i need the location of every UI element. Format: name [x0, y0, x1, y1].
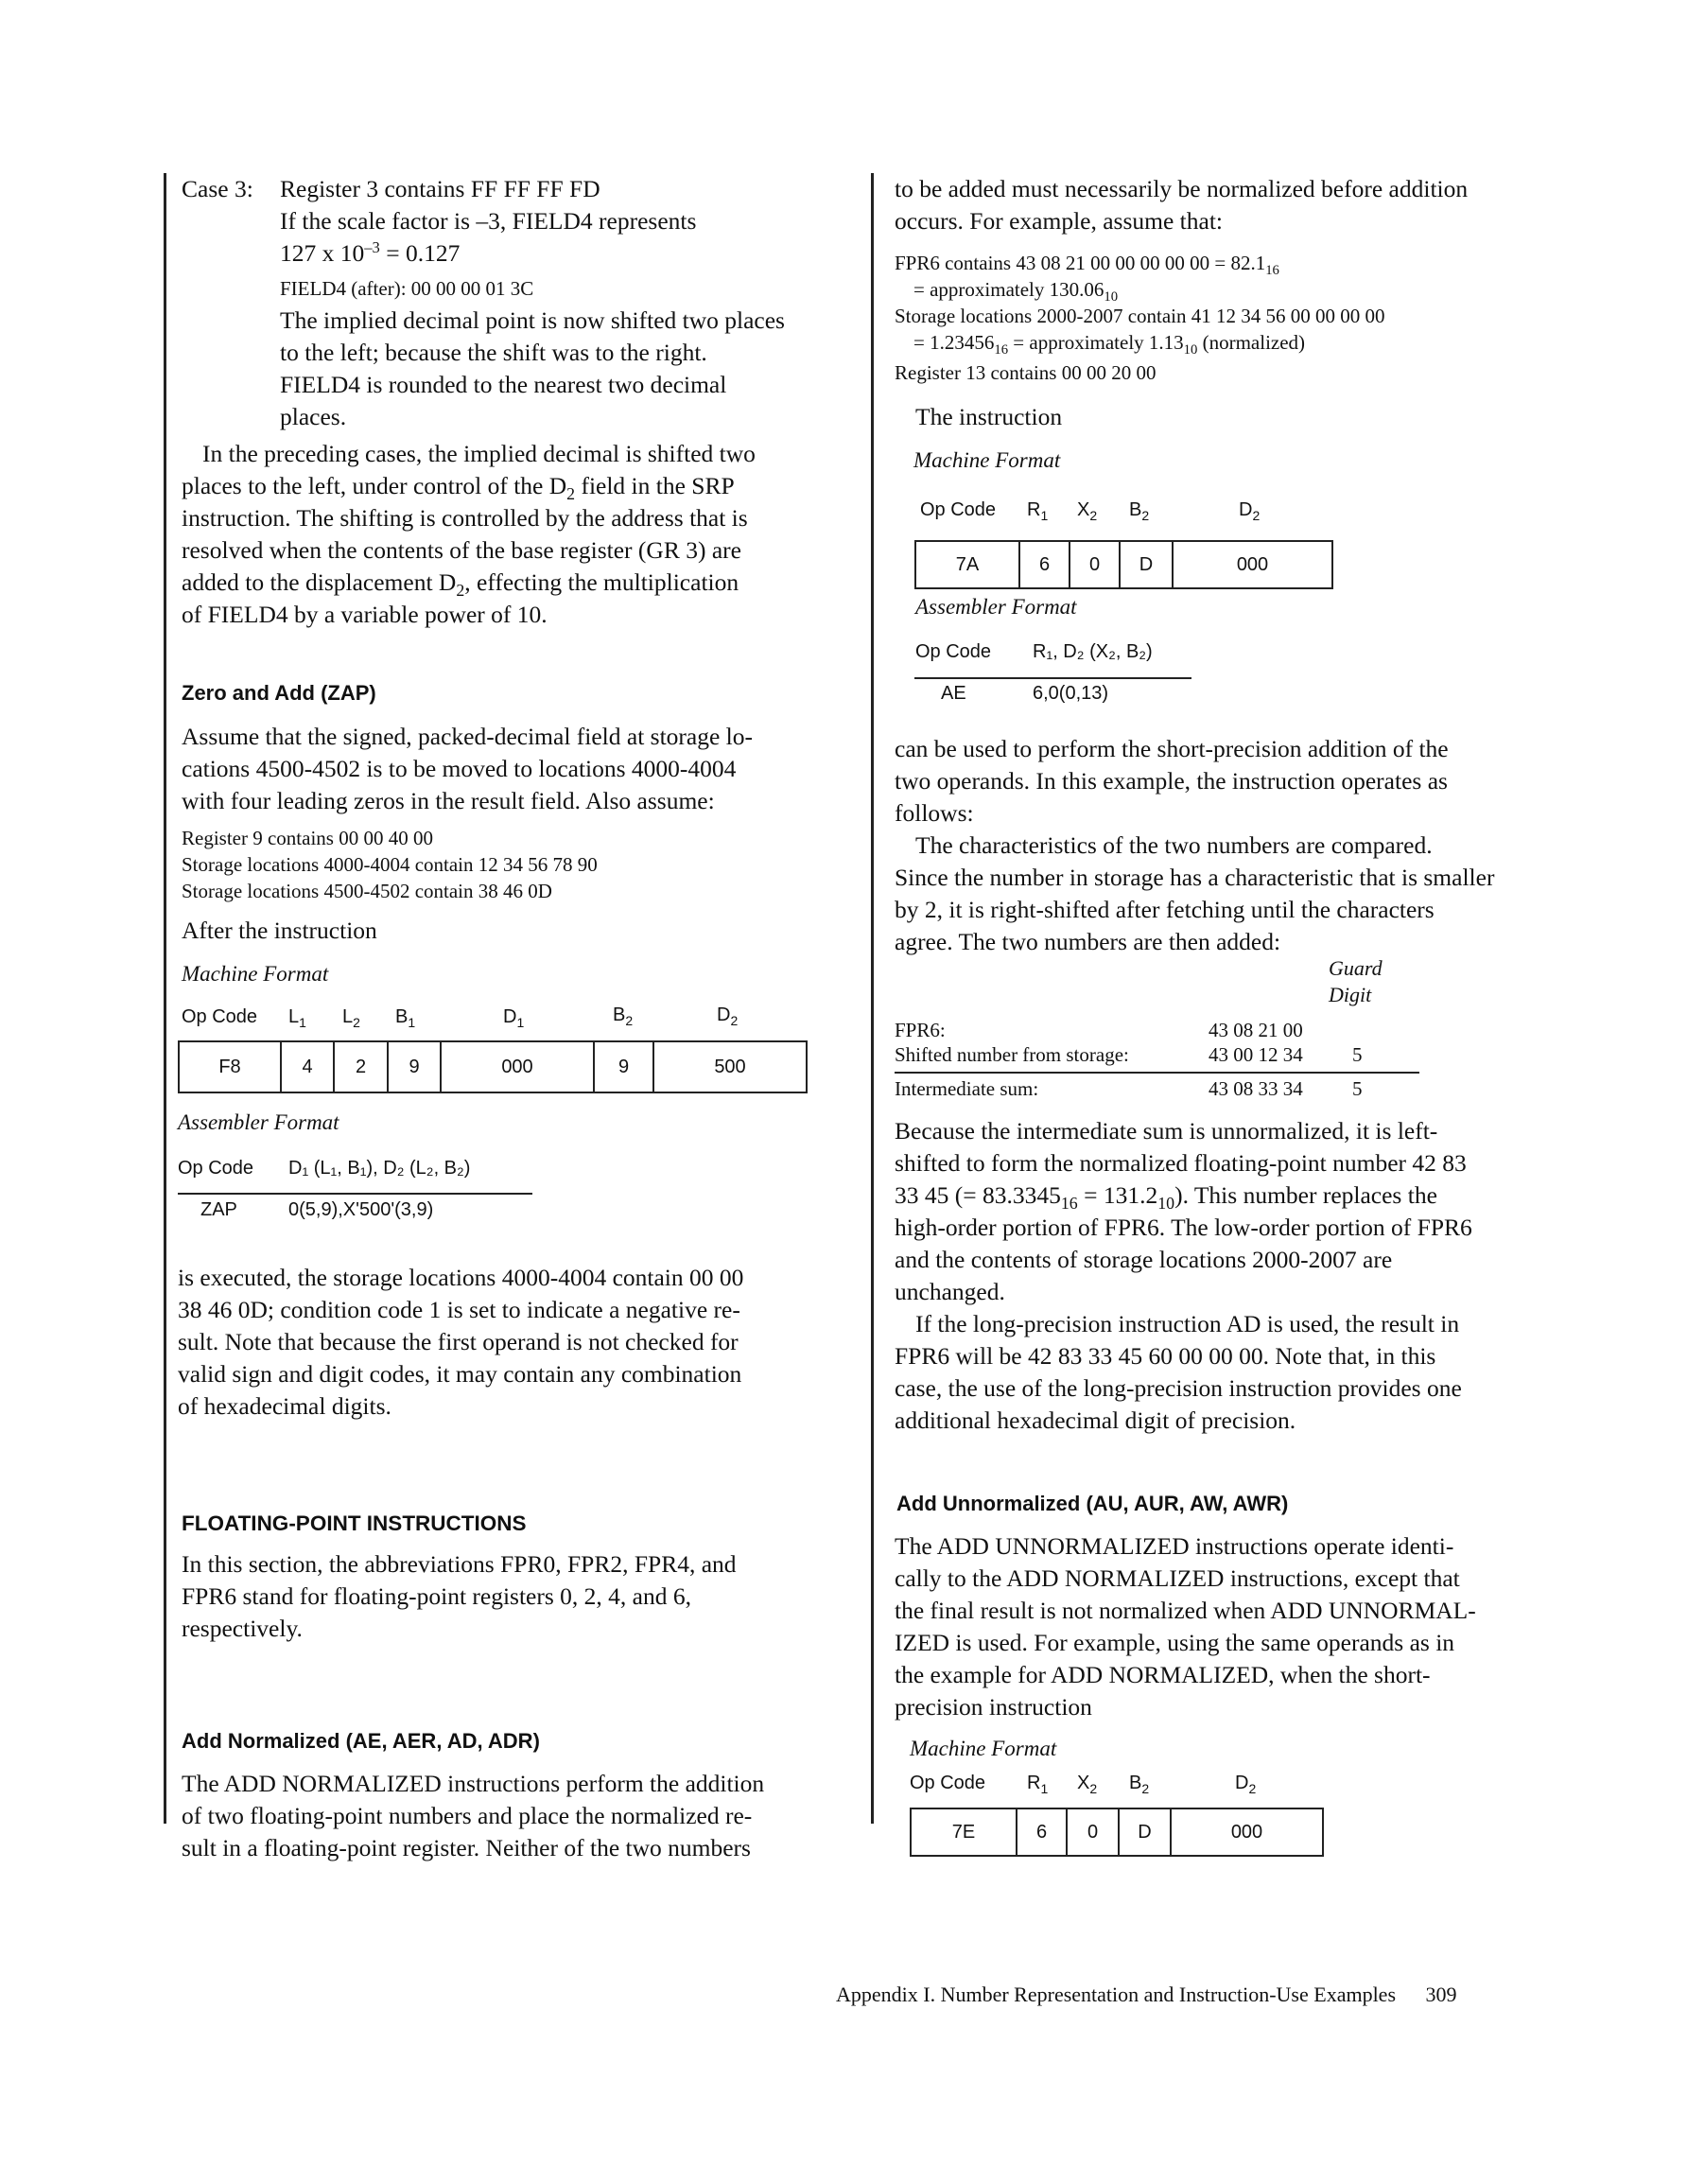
add-unnormalized-heading: Add Unnormalized (AU, AUR, AW, AWR)	[896, 1492, 1289, 1515]
zap-hdr-l1	[288, 1006, 306, 1028]
zap-machine-format-label: Machine Format	[182, 962, 329, 986]
zap-cell-l2: 2	[335, 1042, 389, 1092]
continued-line1: to be added must necessarily be normalized before addition	[895, 175, 1469, 202]
hdr-text: L	[342, 1006, 354, 1027]
zap-asm-operands: 0(5,9),X'500'(3,9)	[288, 1199, 434, 1220]
zap-hdr-d2	[717, 1005, 738, 1026]
ae-hdr-x2	[1077, 499, 1097, 521]
zap-asm-header-opcode: Op Code	[178, 1158, 254, 1179]
sum-row-value: 43 08 21 00	[1209, 1019, 1303, 1041]
unnorm-line6: precision instruction	[895, 1693, 1092, 1721]
zap-intro-line3: with four leading zeros in the result field. Also assume:	[182, 787, 715, 814]
can-be-used-line3: follows:	[895, 799, 974, 827]
zap-after-instruction: After the instruction	[182, 917, 377, 944]
sum-row-label: Shifted number from storage:	[895, 1043, 1129, 1066]
characteristics-line4: agree. The two numbers are then added:	[895, 928, 1281, 955]
because-line3	[895, 1179, 1437, 1213]
zap-asm-header-operands: D₁ (L₁, B₁), D₂ (L₂, B₂)	[288, 1158, 471, 1179]
unnorm-line1: The ADD UNNORMALIZED instructions operate identi-	[895, 1532, 1454, 1560]
ae-hdr-r1	[1027, 499, 1048, 521]
long-precision-line1: If the long-precision instruction AD is used, the result in	[915, 1310, 1460, 1337]
zap-cell-l1: 4	[282, 1042, 335, 1092]
sum-row-label: Intermediate sum:	[895, 1077, 1039, 1100]
zap-assume-storage4000: Storage locations 4000-4004 contain 12 34 56 78 90	[182, 853, 598, 876]
long-precision-line4: additional hexadecimal digit of precision.	[895, 1406, 1296, 1434]
au-machine-format-label: Machine Format	[910, 1737, 1057, 1760]
zap-hdr-d1	[503, 1006, 524, 1028]
zap-asm-divider	[178, 1193, 532, 1195]
text-run: added to the displacement D	[182, 568, 457, 596]
zap-result-line5: of hexadecimal digits.	[178, 1392, 391, 1420]
case3-expr-exponent: –3	[364, 237, 380, 256]
can-be-used-line2: two operands. In this example, the instruction operates as	[895, 767, 1448, 795]
fp-intro-line1: In this section, the abbreviations FPR0, FPR2, FPR4, and	[182, 1550, 737, 1578]
ae-cell-b2: D	[1121, 542, 1174, 587]
ae-cell-x2: 0	[1070, 542, 1121, 587]
au-hdr-d2	[1235, 1773, 1256, 1794]
ae-hdr-d2	[1239, 499, 1260, 521]
zap-hdr-opcode	[182, 1006, 257, 1028]
continued-line2: occurs. For example, assume that:	[895, 207, 1223, 235]
text-run: , effecting the multiplication	[464, 568, 739, 596]
text-run: = approximately 1.13	[1008, 331, 1184, 354]
subscript: 10	[1157, 1194, 1175, 1214]
zap-assume-register9: Register 9 contains 00 00 40 00	[182, 827, 433, 849]
zap-hdr-b1	[395, 1006, 415, 1028]
subscript: 16	[1265, 263, 1279, 279]
case3-para-line2: to the left; because the shift was to the right.	[280, 339, 707, 366]
case3-para-line4: places.	[280, 403, 347, 430]
hdr-sub: 1	[516, 1014, 525, 1030]
text-run: field in the SRP	[575, 472, 735, 499]
text-run: 33 45 (= 83.3345	[895, 1181, 1061, 1209]
sum-row-guard: 5	[1352, 1043, 1363, 1066]
zap-result-line4: valid sign and digit codes, it may contain any combination	[178, 1360, 742, 1388]
hdr-sub: 2	[1089, 1780, 1098, 1796]
text-run: ). This number replaces the	[1174, 1181, 1437, 1209]
characteristics-line3: by 2, it is right-shifted after fetching until the characters	[895, 896, 1435, 923]
ae-machine-format-label: Machine Format	[913, 448, 1061, 472]
sum-row-guard: 5	[1352, 1077, 1363, 1100]
hdr-text: D	[1239, 499, 1253, 520]
right-change-bar	[871, 173, 874, 1824]
add-normalized-line2: of two floating-point numbers and place the normalized re-	[182, 1802, 753, 1829]
au-hdr-x2	[1077, 1773, 1097, 1794]
ae-cell-opcode: 7A	[916, 542, 1020, 587]
zap-result-line3: sult. Note that because the first operand is not checked for	[178, 1328, 739, 1355]
because-line1: Because the intermediate sum is unnormalized, it is left-	[895, 1117, 1438, 1144]
hdr-text: B	[395, 1006, 409, 1027]
zap-heading: Zero and Add (ZAP)	[182, 681, 376, 705]
zap-machine-format-box	[178, 1040, 808, 1093]
hdr-text: B	[613, 1005, 626, 1025]
case3-para-line3: FIELD4 is rounded to the nearest two decimal	[280, 371, 727, 398]
zap-result-line1: is executed, the storage locations 4000-4004 contain 00 00	[178, 1264, 744, 1291]
storage-2000-approx	[913, 330, 1305, 356]
floating-point-heading: FLOATING-POINT INSTRUCTIONS	[182, 1511, 527, 1535]
zap-assembler-format-label: Assembler Format	[178, 1110, 339, 1134]
au-hdr-b2	[1129, 1773, 1149, 1794]
because-line6: unchanged.	[895, 1278, 1005, 1305]
hdr-sub: 2	[1141, 1780, 1150, 1796]
text-run: = 131.2	[1077, 1181, 1158, 1209]
unnorm-line5: the example for ADD NORMALIZED, when the short-	[895, 1661, 1431, 1688]
fpr6-contains	[895, 251, 1279, 279]
page-number: 309	[1425, 1983, 1457, 2006]
sum-row-label: FPR6:	[895, 1019, 946, 1041]
au-cell-x2: 0	[1068, 1809, 1120, 1855]
storage-2000-contains: Storage locations 2000-2007 contain 41 12 34 56 00 00 00 00	[895, 305, 1385, 327]
sum-divider	[895, 1072, 1419, 1074]
page-footer	[836, 1983, 1457, 2007]
preceding-line5	[182, 567, 739, 600]
case3-line3	[280, 237, 460, 271]
register13-contains: Register 13 contains 00 00 20 00	[895, 361, 1157, 384]
hdr-sub: 2	[1141, 507, 1150, 523]
hdr-text: B	[1129, 1773, 1142, 1793]
footer-title: Appendix I. Number Representation and Instruction-Use Examples	[836, 1983, 1397, 2006]
case3-line1: Register 3 contains FF FF FF FD	[280, 175, 600, 202]
zap-result-line2: 38 46 0D; condition code 1 is set to indicate a negative re-	[178, 1296, 740, 1323]
au-hdr-opcode	[910, 1773, 985, 1794]
hdr-text: L	[288, 1006, 300, 1027]
ae-asm-header-opcode: Op Code	[915, 641, 992, 662]
left-change-bar	[164, 173, 166, 1824]
case3-field4-after: FIELD4 (after): 00 00 00 01 3C	[280, 277, 534, 300]
hdr-text: D	[717, 1005, 731, 1025]
au-cell-opcode: 7E	[912, 1809, 1017, 1855]
add-normalized-line3: sult in a floating-point register. Neither of the two numbers	[182, 1834, 751, 1861]
zap-cell-b1: 9	[389, 1042, 442, 1092]
case3-line2: If the scale factor is –3, FIELD4 represents	[280, 207, 697, 235]
zap-cell-b2: 9	[595, 1042, 654, 1092]
subscript: 10	[1183, 342, 1198, 358]
hdr-text: R	[1027, 1773, 1041, 1793]
fp-intro-line3: respectively.	[182, 1615, 303, 1642]
ae-asm-divider	[914, 677, 1191, 679]
ae-asm-operands: 6,0(0,13)	[1033, 683, 1109, 704]
preceding-line2	[182, 470, 735, 503]
hdr-text: R	[1027, 499, 1041, 520]
ae-cell-r1: 6	[1020, 542, 1070, 587]
case3-expr-base: 127 x 10	[280, 239, 365, 267]
ae-asm-op: AE	[941, 683, 966, 704]
guard-digit-label-line2: Digit	[1329, 983, 1372, 1006]
ae-assembler-format-label: Assembler Format	[915, 595, 1077, 619]
ae-asm-header-operands: R₁, D₂ (X₂, B₂)	[1033, 641, 1153, 662]
hdr-sub: 2	[1089, 507, 1098, 523]
hdr-sub: 1	[1040, 1780, 1049, 1796]
text-run: = approximately 130.06	[913, 278, 1104, 301]
long-precision-line3: case, the use of the long-precision instruction provides one	[895, 1374, 1462, 1402]
zap-cell-d2: 500	[714, 1056, 746, 1077]
hdr-sub: 2	[1248, 1780, 1257, 1796]
ae-cell-d2: 000	[1236, 553, 1269, 575]
text-run: places to the left, under control of the D	[182, 472, 567, 499]
hdr-text: X	[1077, 1773, 1090, 1793]
zap-cell-opcode: F8	[180, 1042, 282, 1092]
hdr-text: D	[503, 1006, 517, 1027]
zap-asm-op: ZAP	[200, 1199, 237, 1220]
au-cell-d2: 000	[1230, 1821, 1263, 1843]
hdr-sub: 2	[730, 1012, 739, 1028]
case3-label: Case 3:	[182, 175, 253, 202]
characteristics-line2: Since the number in storage has a characteristic that is smaller	[895, 864, 1495, 891]
preceding-line3: instruction. The shifting is controlled by the address that is	[182, 504, 748, 532]
long-precision-line2: FPR6 will be 42 83 33 45 60 00 00 00. Note that, in this	[895, 1342, 1436, 1370]
sum-row-value: 43 00 12 34	[1209, 1043, 1303, 1066]
add-normalized-line1: The ADD NORMALIZED instructions perform the addition	[182, 1770, 765, 1797]
because-line4: high-order portion of FPR6. The low-order portion of FPR6	[895, 1214, 1472, 1241]
hdr-sub: 2	[1252, 507, 1261, 523]
unnorm-line4: IZED is used. For example, using the same operands as in	[895, 1629, 1455, 1656]
subscript: 2	[566, 484, 576, 504]
preceding-line1: In the preceding cases, the implied decimal is shifted two	[202, 440, 756, 467]
hdr-text: Op Code	[920, 499, 997, 520]
zap-intro-line2: cations 4500-4502 is to be moved to locations 4000-4004	[182, 755, 737, 782]
preceding-line4: resolved when the contents of the base register (GR 3) are	[182, 536, 741, 564]
hdr-text: Op Code	[910, 1773, 986, 1793]
zap-intro-line1: Assume that the signed, packed-decimal field at storage lo-	[182, 723, 754, 750]
preceding-line6: of FIELD4 by a variable power of 10.	[182, 601, 548, 628]
hdr-sub: 1	[299, 1014, 306, 1030]
because-line5: and the contents of storage locations 2000-2007 are	[895, 1246, 1393, 1273]
case3-expr-result: = 0.127	[379, 239, 461, 267]
fp-intro-line2: FPR6 stand for floating-point registers 0, 2, 4, and 6,	[182, 1582, 691, 1610]
text-run: FPR6 contains 43 08 21 00 00 00 00 00 = 82.1	[895, 252, 1266, 274]
unnorm-line3: the final result is not normalized when ADD UNNORMAL-	[895, 1597, 1476, 1624]
ae-hdr-opcode	[920, 499, 996, 521]
au-machine-format-box	[910, 1808, 1324, 1857]
au-hdr-r1	[1027, 1773, 1048, 1794]
characteristics-line1: The characteristics of the two numbers are compared.	[915, 831, 1433, 859]
text-run: = 1.23456	[913, 331, 995, 354]
zap-hdr-l2	[342, 1006, 360, 1028]
fpr6-approx	[913, 277, 1119, 306]
zap-cell-d1: 000	[442, 1042, 595, 1092]
zap-hdr-b2	[613, 1005, 633, 1026]
add-normalized-heading: Add Normalized (AE, AER, AD, ADR)	[182, 1729, 540, 1753]
can-be-used-line1: can be used to perform the short-precision addition of the	[895, 735, 1449, 762]
subscript: 16	[1060, 1194, 1078, 1214]
guard-digit-label-line1: Guard	[1329, 956, 1383, 980]
ae-hdr-b2	[1129, 499, 1149, 521]
subscript: 16	[994, 342, 1009, 358]
zap-assume-storage4500: Storage locations 4500-4502 contain 38 46 0D	[182, 880, 552, 902]
text-run: (normalized)	[1197, 331, 1306, 354]
case3-para-line1: The implied decimal point is now shifted two places	[280, 306, 785, 334]
subscript: 2	[456, 581, 465, 601]
au-cell-b2: D	[1120, 1809, 1172, 1855]
sum-row-value: 43 08 33 34	[1209, 1077, 1303, 1100]
hdr-sub: 1	[1040, 507, 1049, 523]
hdr-text: D	[1235, 1773, 1249, 1793]
ae-machine-format-box	[914, 540, 1333, 589]
the-instruction: The instruction	[915, 403, 1063, 430]
hdr-text: X	[1077, 499, 1090, 520]
hdr-sub: 2	[353, 1014, 360, 1030]
hdr-text: B	[1129, 499, 1142, 520]
hdr-sub: 1	[408, 1014, 416, 1030]
subscript: 10	[1104, 289, 1119, 306]
au-cell-r1: 6	[1017, 1809, 1068, 1855]
hdr-text: Op Code	[182, 1006, 258, 1027]
unnorm-line2: cally to the ADD NORMALIZED instructions, except that	[895, 1564, 1460, 1592]
hdr-sub: 2	[625, 1012, 634, 1028]
because-line2: shifted to form the normalized floating-point number 42 83	[895, 1149, 1467, 1177]
